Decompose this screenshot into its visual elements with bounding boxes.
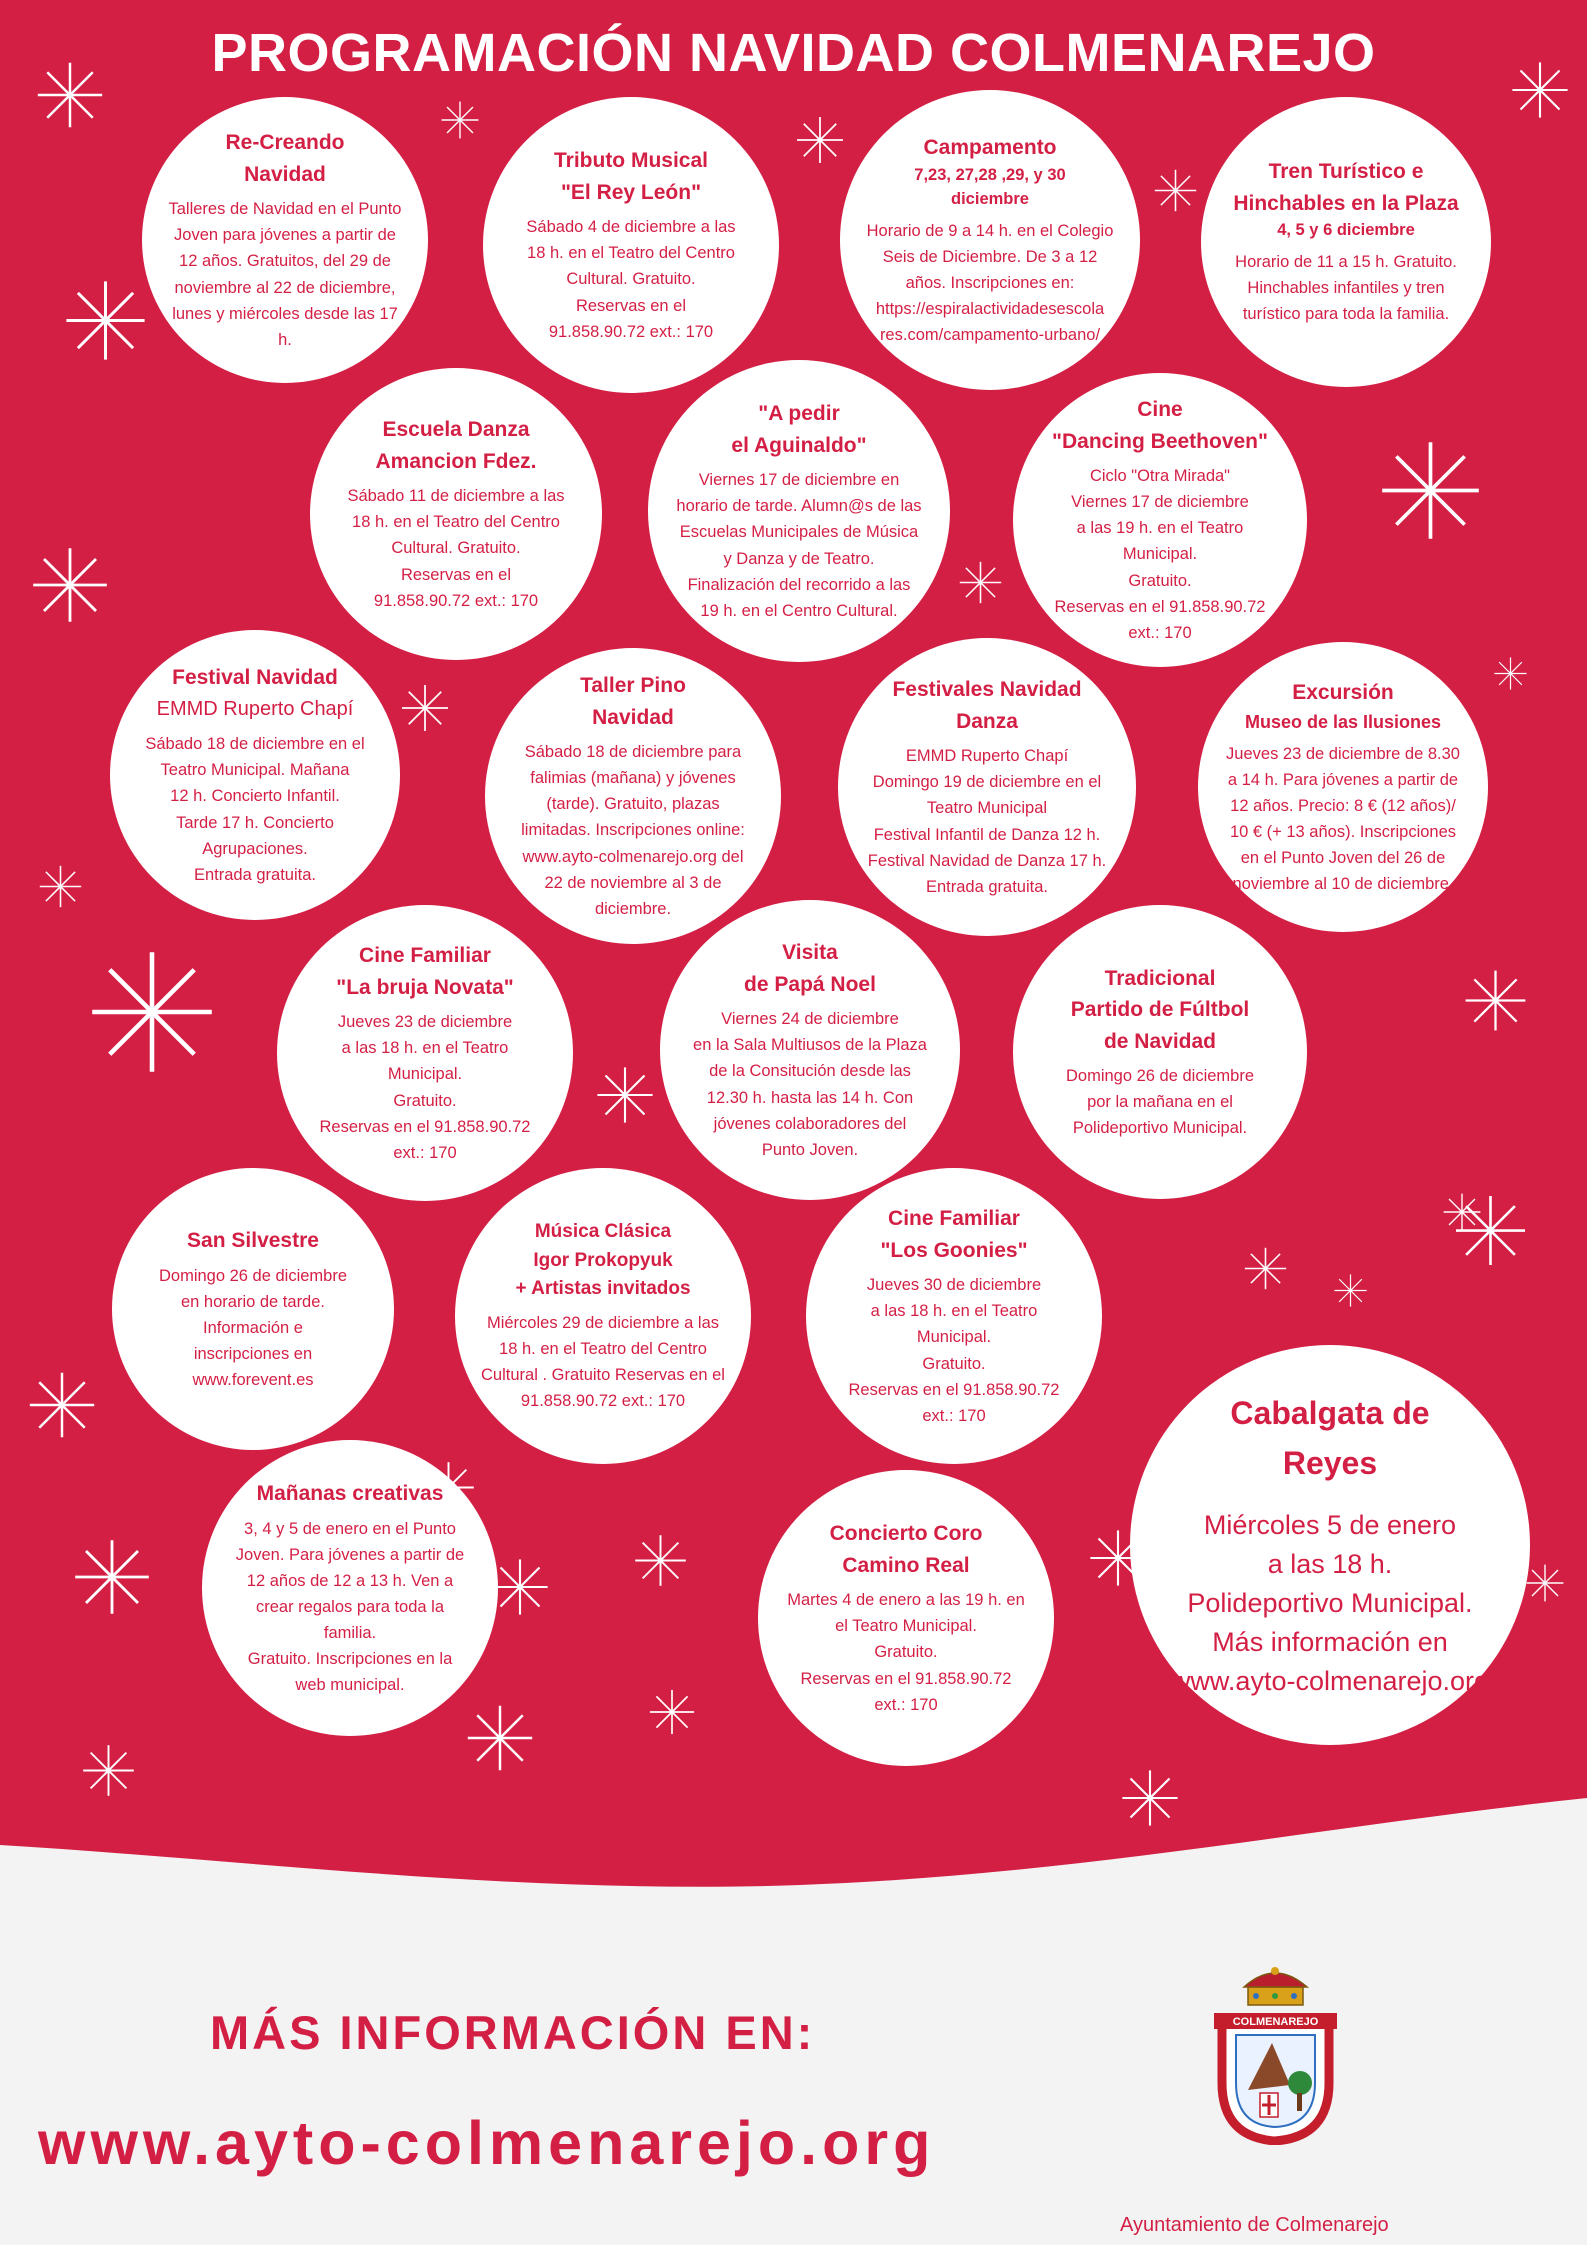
snowflake-icon — [1525, 1563, 1565, 1603]
event-details: Sábado 18 de diciembre para falimias (mañana) y jóvenes (tarde). Gratuito, plazas limitadas. Inscripciones online: www.ayto-colmenarejo.org del 22 de noviembre al 3 de diciembre. — [521, 743, 745, 918]
event-details: Miércoles 5 de enero a las 18 h. Polideportivo Municipal. Más información en www.ayto-colmenarejo.org — [1170, 1510, 1490, 1696]
event-title: Cine "Dancing Beethoven" — [1052, 398, 1268, 453]
snowflake-icon — [1120, 1768, 1180, 1828]
event-title: Visita de Papá Noel — [744, 941, 876, 996]
snowflake-icon — [958, 560, 1003, 605]
event-details: Domingo 26 de diciembre en horario de tarde. Información e inscripciones en www.forevent.es — [158, 1266, 348, 1389]
page-title: PROGRAMACIÓN NAVIDAD COLMENAREJO — [211, 23, 1376, 83]
event-details: Horario de 9 a 14 h. en el Colegio Seis de Diciembre. De 3 a 12 años. Inscripciones en: https://espiralactividadesescola res.com/campamento-urbano/ — [866, 221, 1114, 344]
event-details: Jueves 23 de diciembre a las 18 h. en el Teatro Municipal. Gratuito. Reservas en el 91.858.90.72 ext.: 170 — [319, 1013, 531, 1162]
event-cine-goonies — [806, 1168, 1102, 1464]
event-partido-futbol — [1013, 905, 1307, 1199]
event-title: Cine Familiar "Los Goonies" — [880, 1207, 1028, 1262]
snowflake-icon — [648, 1688, 696, 1736]
event-dates: 4, 5 y 6 diciembre — [1277, 221, 1415, 240]
event-festival-navidad — [110, 630, 400, 920]
snowflake-icon — [63, 278, 148, 363]
snowflake-icon — [1153, 168, 1198, 213]
event-title: Cine Familiar "La bruja Novata" — [336, 944, 514, 999]
event-details: EMMD Ruperto Chapí Domingo 19 de diciembre en el Teatro Municipal Festival Infantil de Danza 12 h. Festival Navidad de Danza 17 h. Entrada gratuita. — [867, 747, 1107, 896]
event-details: Talleres de Navidad en el Punto Joven para jóvenes a partir de 12 años. Gratuitos, del 29 de noviembre al 22 de diciembre, lunes y miércoles desde las 17 h. — [168, 200, 402, 349]
event-title: Tren Turístico e Hinchables en la Plaza — [1233, 160, 1459, 215]
crest-banner-text: COLMENAREJO — [1232, 2016, 1319, 2028]
event-details: Miércoles 29 de diciembre a las 18 h. en el Teatro del Centro Cultural . Gratuito Reservas en el 91.858.90.72 ext.: 170 — [481, 1313, 725, 1410]
event-pedir-aguinaldo — [648, 360, 950, 662]
event-re-creando-navidad — [142, 97, 428, 383]
event-title: "A pedir el Aguinaldo" — [731, 402, 867, 457]
snowflake-icon — [465, 1703, 535, 1773]
snowflake-icon — [1453, 1193, 1528, 1268]
event-cine-bruja-novata — [277, 905, 573, 1201]
event-details: Martes 4 de enero a las 19 h. en el Teatro Municipal. Gratuito. Reservas en el 91.858.90.72 ext.: 170 — [787, 1591, 1025, 1714]
more-info-heading: MÁS INFORMACIÓN EN: — [210, 2006, 816, 2059]
event-title: Festivales Navidad Danza — [892, 678, 1082, 733]
snowflake-icon — [38, 864, 83, 909]
snowflake-icon — [400, 683, 450, 733]
snowflake-icon — [1463, 968, 1528, 1033]
event-details: Viernes 24 de diciembre en la Sala Multiusos de la Plaza de la Consitución desde las 12.30 h. hasta las 14 h. Con jóvenes colaboradores del Punto Joven. — [693, 1010, 927, 1159]
snowflake-icon — [72, 1537, 152, 1617]
event-details: 3, 4 y 5 de enero en el Punto Joven. Para jóvenes a partir de 12 años de 12 a 13 h. Ven a crear regalos para toda la familia. Gratuito. Inscripciones en la web municipal. — [235, 1519, 465, 1694]
event-subtitle: EMMD Ruperto Chapí — [156, 697, 354, 720]
snowflake-icon — [795, 115, 845, 165]
event-tributo-musical — [483, 97, 779, 393]
snowflake-icon — [81, 1743, 136, 1798]
event-title: Mañanas creativas — [256, 1482, 444, 1506]
event-title: Concierto Coro Camino Real — [829, 1522, 983, 1577]
event-escuela-danza — [310, 368, 602, 660]
snowflake-icon — [27, 1370, 97, 1440]
event-title: Campamento — [923, 136, 1057, 160]
snowflake-icon — [490, 1557, 550, 1617]
snowflake-icon — [87, 947, 217, 1077]
event-details: Viernes 17 de diciembre en horario de tarde. Alumn@s de las Escuelas Municipales de Música y Danza y de Teatro. Finalización del recorrido a las 19 h. en el Centro Cultural. — [676, 471, 922, 620]
event-place: Museo de las Ilusiones — [1244, 711, 1442, 732]
event-details: Ciclo "Otra Mirada" Viernes 17 de diciembre a las 19 h. en el Teatro Municipal. Gratuito. Reservas en el 91.858.90.72 ext.: 170 — [1054, 467, 1266, 642]
event-details: Sábado 4 de diciembre a las 18 h. en el Teatro del Centro Cultural. Gratuito. Reservas en el 91.858.90.72 ext.: 170 — [526, 218, 736, 341]
event-title: Tributo Musical "El Rey León" — [553, 149, 708, 204]
event-cine-dancing-beethoven — [1013, 373, 1307, 667]
event-title: San Silvestre — [187, 1229, 319, 1253]
municipal-crest-logo — [1208, 1965, 1343, 2145]
event-title: Excursión — [1292, 681, 1394, 705]
snowflake-icon — [440, 100, 480, 140]
event-san-silvestre — [112, 1168, 394, 1450]
event-campamento — [840, 90, 1140, 390]
event-mananas-creativas — [202, 1440, 498, 1736]
event-title: Cabalgata de Reyes — [1230, 1395, 1430, 1481]
council-name: Ayuntamiento de Colmenarejo — [1120, 2214, 1389, 2236]
event-details: Sábado 11 de diciembre a las 18 h. en el Teatro del Centro Cultural. Gratuito. Reservas en el 91.858.90.72 ext.: 170 — [347, 487, 565, 610]
snowflake-icon — [1493, 656, 1528, 691]
snowflake-icon — [1243, 1246, 1288, 1291]
event-details: Horario de 11 a 15 h. Gratuito. Hinchables infantiles y tren turístico para toda la familia. — [1235, 253, 1457, 324]
snowflake-icon — [1378, 438, 1483, 543]
website-url[interactable]: www.ayto-colmenarejo.org — [38, 2109, 936, 2177]
event-details: Jueves 30 de diciembre a las 18 h. en el Teatro Municipal. Gratuito. Reservas en el 91.858.90.72 ext.: 170 — [848, 1276, 1060, 1425]
event-cabalgata-reyes — [1130, 1345, 1530, 1745]
event-title: Tradicional Partido de Fúltbol de Navidad — [1070, 966, 1250, 1053]
snowflake-icon — [633, 1533, 688, 1588]
event-festivales-danza — [838, 638, 1136, 936]
event-details: Jueves 23 de diciembre de 8.30 a 14 h. Para jóvenes a partir de 12 años. Precio: 8 € (12 años)/ 10 € (+ 13 años). Inscripciones en el Punto Joven del 26 de noviembre al 10 de diciembre. — [1226, 744, 1460, 893]
event-details: Sábado 18 de diciembre en el Teatro Municipal. Mañana 12 h. Concierto Infantil. Tarde 17 h. Concierto Agrupaciones. Entrada gratuita. — [145, 735, 365, 884]
event-excursion — [1198, 642, 1488, 932]
event-title: Escuela Danza Amancion Fdez. — [375, 418, 537, 473]
event-title: Festival Navidad — [172, 666, 338, 690]
snowflake-icon — [595, 1065, 655, 1125]
event-visita-papa-noel — [660, 900, 960, 1200]
event-tren-turistico — [1201, 97, 1491, 387]
event-title: Música Clásica Igor Prokopyuk + Artistas invitados — [515, 1221, 691, 1300]
event-title: Re-Creando Navidad — [225, 131, 345, 186]
snowflake-icon — [30, 545, 110, 625]
event-concierto-coro — [758, 1470, 1054, 1766]
event-title: Taller Pino Navidad — [580, 674, 686, 729]
event-details: Domingo 26 de diciembre por la mañana en el Polideportivo Municipal. — [1065, 1067, 1255, 1138]
event-dates: 7,23, 27,28 ,29, y 30 diciembre — [914, 165, 1066, 208]
event-taller-pino — [485, 648, 781, 944]
snowflake-icon — [1333, 1273, 1368, 1308]
event-musica-clasica — [455, 1168, 751, 1464]
